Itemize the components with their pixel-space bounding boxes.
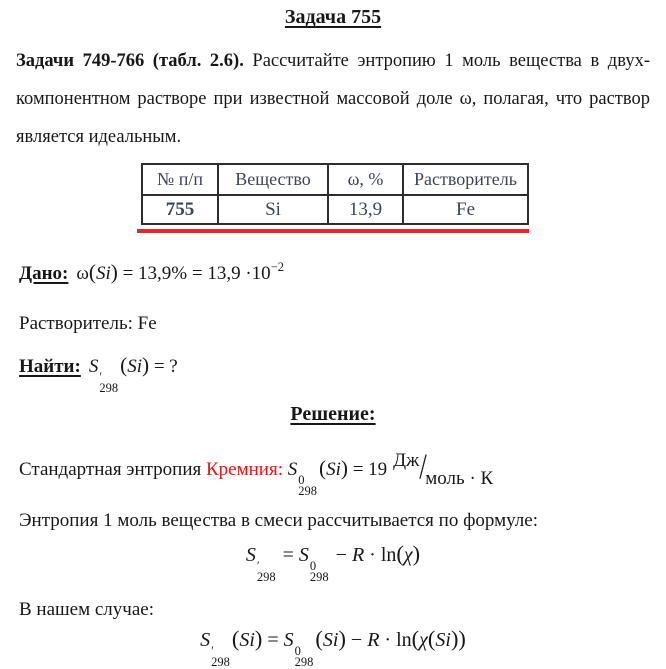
page-title bbox=[0, 6, 666, 29]
general-formula bbox=[0, 541, 666, 584]
table-header-substance: Вещество bbox=[218, 164, 328, 195]
table-cell-substance: Si bbox=[218, 195, 328, 224]
problem-statement bbox=[16, 42, 650, 156]
prime-mark: ′ bbox=[211, 644, 214, 658]
temperature-subscript: 298 bbox=[99, 381, 119, 395]
close-paren: ) bbox=[338, 626, 346, 651]
sub-sup-stack bbox=[99, 371, 118, 395]
sub-sup-stack bbox=[298, 474, 317, 498]
statement-line-2 bbox=[16, 80, 650, 118]
standard-superscript: 0 bbox=[298, 473, 305, 487]
substance-symbol: Si bbox=[95, 263, 111, 284]
table-cell-number: 755 bbox=[142, 195, 218, 224]
given-exponent: −2 bbox=[270, 260, 284, 274]
given-value: = 13,9% = 13,9 ·10 bbox=[117, 263, 271, 284]
close-paren: ) bbox=[450, 626, 459, 651]
ln-operator: · ln bbox=[379, 629, 412, 651]
case-intro-text: В нашем случае: bbox=[19, 599, 154, 620]
substance-symbol: Si bbox=[326, 459, 341, 480]
omega-symbol: ω bbox=[76, 263, 89, 284]
standard-superscript: 0 bbox=[294, 644, 301, 658]
solvent-text: Растворитель: Fe bbox=[19, 313, 157, 334]
entropy-symbol: S bbox=[283, 629, 294, 651]
ln-operator: · ln bbox=[364, 544, 397, 566]
equals-sign: = bbox=[262, 629, 284, 651]
std-entropy-red-word: Кремния: bbox=[206, 459, 283, 480]
red-underline bbox=[137, 229, 529, 233]
sub-sup-stack bbox=[310, 560, 329, 584]
std-entropy-value: = 19 bbox=[347, 459, 388, 480]
entropy-symbol: S bbox=[88, 356, 99, 377]
conditions-table bbox=[141, 163, 529, 225]
find-equals: = ? bbox=[149, 356, 178, 377]
statement-line-1 bbox=[16, 42, 650, 80]
open-paren: ( bbox=[231, 626, 240, 651]
table-cell-omega: 13,9 bbox=[328, 195, 403, 224]
temperature-subscript: 298 bbox=[298, 484, 317, 498]
substance-symbol: Si bbox=[127, 356, 142, 377]
table-header-omega: ω, % bbox=[328, 164, 403, 195]
temperature-subscript: 298 bbox=[256, 570, 276, 584]
entropy-symbol: S bbox=[245, 544, 256, 566]
gas-constant-symbol: R bbox=[367, 629, 380, 651]
entropy-symbol: S bbox=[287, 459, 298, 480]
formula-intro-line bbox=[19, 508, 538, 534]
equals-sign: = bbox=[277, 544, 299, 566]
given-section bbox=[19, 259, 284, 288]
unit-fraction: Дж/моль · К bbox=[393, 446, 494, 489]
unit-denominator: моль · К bbox=[425, 468, 494, 489]
table-data-row bbox=[142, 195, 528, 224]
entropy-symbol: S bbox=[298, 544, 309, 566]
find-section bbox=[19, 352, 178, 395]
case-formula bbox=[0, 626, 666, 669]
entropy-symbol: S bbox=[200, 629, 211, 651]
std-entropy-prefix: Стандартная энтропия bbox=[19, 459, 206, 480]
sub-sup-stack bbox=[211, 645, 230, 669]
page-title-text: Задача 755 bbox=[284, 6, 382, 28]
close-paren: ) bbox=[412, 541, 421, 566]
temperature-subscript: 298 bbox=[294, 655, 314, 669]
statement-line-3-text: является идеальным. bbox=[16, 127, 182, 147]
std-entropy-line bbox=[19, 446, 494, 498]
substance-symbol: Si bbox=[322, 629, 339, 651]
find-label: Найти: bbox=[19, 356, 81, 377]
sub-sup-stack bbox=[257, 560, 276, 584]
table-header-number: № п/п bbox=[142, 164, 218, 195]
close-paren: ) bbox=[458, 626, 466, 651]
chi-symbol: χ bbox=[419, 629, 428, 651]
minus-sign: − bbox=[330, 544, 352, 566]
substance-symbol: Si bbox=[239, 629, 255, 651]
given-label: Дано: bbox=[19, 263, 69, 284]
open-paren: ( bbox=[88, 260, 96, 284]
table-header-solvent: Растворитель bbox=[403, 164, 528, 195]
open-paren: ( bbox=[396, 541, 404, 566]
close-paren: ) bbox=[110, 260, 118, 284]
close-paren: ) bbox=[340, 456, 348, 480]
prime-mark: ′ bbox=[99, 370, 103, 384]
substance-symbol: Si bbox=[435, 629, 451, 651]
open-paren: ( bbox=[318, 456, 327, 480]
unit-numerator: Дж bbox=[393, 450, 420, 471]
solvent-line bbox=[19, 311, 157, 337]
temperature-subscript: 298 bbox=[309, 570, 329, 584]
table-cell-solvent: Fe bbox=[403, 195, 528, 224]
standard-superscript: 0 bbox=[309, 559, 317, 573]
case-intro-line bbox=[19, 597, 154, 623]
gas-constant-symbol: R bbox=[351, 544, 365, 566]
temperature-subscript: 298 bbox=[211, 655, 230, 669]
open-paren: ( bbox=[120, 353, 128, 377]
solution-heading-text: Решение: bbox=[290, 403, 376, 425]
statement-line-1-rest: Рассчитайте энтропию 1 моль вещества в двух- bbox=[243, 51, 650, 71]
statement-line-2-text: компонентном растворе при известной массовой доле ω, полагая, что раствор bbox=[16, 89, 650, 109]
table-header-row bbox=[142, 164, 528, 195]
prime-mark: ′ bbox=[256, 559, 260, 573]
chi-symbol: χ bbox=[403, 544, 413, 566]
open-paren: ( bbox=[427, 626, 436, 651]
statement-lead-bold: Задачи 749-766 (табл. 2.6). bbox=[16, 51, 244, 71]
open-paren: ( bbox=[315, 626, 323, 651]
minus-sign: − bbox=[345, 629, 368, 651]
formula-intro-text: Энтропия 1 моль вещества в смеси рассчитывается по формуле: bbox=[19, 510, 538, 531]
close-paren: ) bbox=[141, 353, 150, 377]
statement-line-3 bbox=[16, 118, 650, 156]
close-paren: ) bbox=[254, 626, 263, 651]
sub-sup-stack bbox=[295, 645, 314, 669]
solution-heading bbox=[0, 403, 666, 426]
open-paren: ( bbox=[411, 626, 420, 651]
